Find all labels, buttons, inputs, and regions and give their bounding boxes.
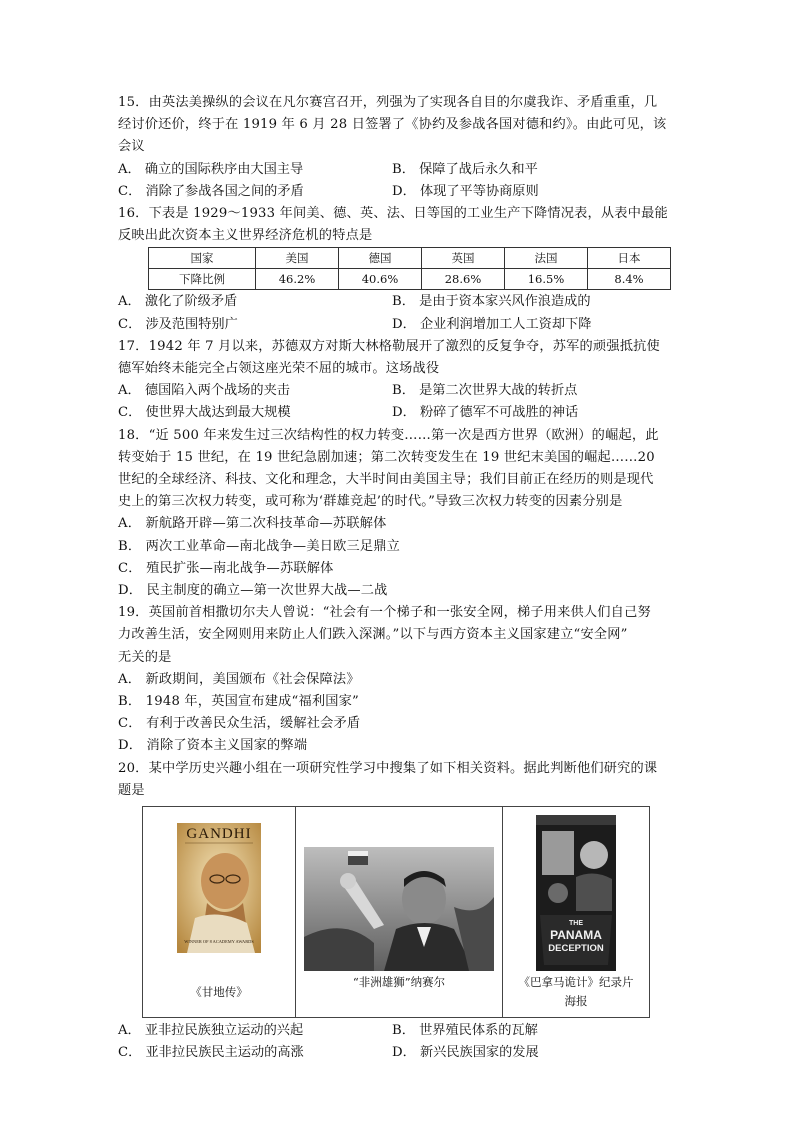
table-cell: 28.6%	[422, 269, 505, 290]
table-header-cell: 美国	[256, 248, 339, 269]
question-stem: 20．某中学历史兴趣小组在一项研究性学习中搜集了如下相关资料。据此判断他们研究的课	[118, 760, 658, 776]
option-a[interactable]: A． 新政期间，美国颁布《社会保障法》	[118, 671, 360, 687]
table-header-cell: 国家	[149, 248, 256, 269]
question-stem: 15．由英法美操纵的会议在凡尔赛宫召开，列强为了实现各自目的尔虞我诈、矛盾重重，几	[118, 95, 658, 110]
option-d[interactable]: D． 民主制度的确立—第一次世界大战—二战	[118, 583, 388, 599]
option-b[interactable]: B． 保障了战后永久和平	[392, 161, 538, 177]
option-b[interactable]: B． 是第二次世界大战的转折点	[392, 383, 578, 399]
question-stem: 题是	[118, 782, 145, 798]
question-stem: 世纪的全球经济、科技、文化和理念，大半时间由美国主导；我们目前正在经历的则是现代	[118, 472, 654, 488]
table-cell: 40.6%	[339, 269, 422, 290]
poster-title-text: PANAMA	[550, 928, 602, 943]
poster-title-text: GANDHI	[186, 826, 252, 843]
figure-nasser	[296, 807, 503, 1017]
question-stem: 无关的是	[118, 649, 172, 665]
question-stem: 16．下表是 1929～1933 年间美、德、英、法、日等国的工业生产下降情况表，从表中最能	[118, 206, 668, 222]
table-cell: 下降比例	[149, 269, 256, 290]
panama-poster-image	[536, 815, 616, 971]
caption: 海报	[564, 994, 588, 1009]
table-header-cell: 德国	[339, 248, 422, 269]
question-19	[118, 602, 678, 757]
question-stem: 史上的第三次权力转变，或可称为‘群雄竞起’的时代。”导致三次权力转变的因素分别是	[118, 494, 623, 510]
table-header-cell: 日本	[588, 248, 671, 269]
table-header-cell: 法国	[505, 248, 588, 269]
figure-panama	[503, 807, 649, 1017]
question-20	[118, 758, 678, 1065]
question-15	[118, 92, 678, 203]
option-d[interactable]: D． 消除了资本主义国家的弊端	[118, 738, 308, 754]
option-c[interactable]: C． 涉及范围特别广	[118, 316, 238, 332]
option-b[interactable]: B． 世界殖民体系的瓦解	[392, 1023, 538, 1039]
poster-award-text: WINNER OF 8 ACADEMY AWARDS	[184, 939, 254, 945]
table-header-cell: 英国	[422, 248, 505, 269]
caption: 《甘地传》	[190, 985, 248, 1000]
question-stem: 19．英国前首相撒切尔夫人曾说：“社会有一个梯子和一张安全网，梯子用来供人们自己努	[118, 605, 651, 621]
question-16	[118, 203, 678, 336]
option-d[interactable]: D． 新兴民族国家的发展	[392, 1045, 539, 1061]
exam-page	[118, 92, 678, 1065]
option-a[interactable]: A． 确立的国际秩序由大国主导	[118, 161, 304, 177]
option-c[interactable]: C． 有利于改善民众生活，缓解社会矛盾	[118, 716, 361, 732]
question-18	[118, 425, 678, 603]
table-cell: 8.4%	[588, 269, 671, 290]
option-b[interactable]: B． 两次工业革命—南北战争—美日欧三足鼎立	[118, 538, 401, 554]
caption: “非洲雄狮”纳赛尔	[352, 975, 446, 990]
question-stem: 17．1942 年 7 月以来，苏德双方对斯大林格勒展开了激烈的反复争夺，苏军的顽强抵抗使	[118, 338, 660, 354]
option-b[interactable]: B． 是由于资本家兴风作浪造成的	[392, 294, 591, 310]
gandhi-poster-image	[177, 823, 261, 953]
table-cell: 46.2%	[256, 269, 339, 290]
question-stem: 会议	[118, 139, 145, 155]
caption: 《巴拿马诡计》纪录片	[518, 975, 634, 990]
question-stem: 经讨价还价，终于在 1919 年 6 月 28 日签署了《协约及参战各国对德和约》。由此可见，该	[118, 117, 667, 133]
option-a[interactable]: A． 激化了阶级矛盾	[118, 294, 238, 310]
question-17	[118, 336, 678, 425]
poster-title-text: DECEPTION	[548, 943, 604, 955]
option-c[interactable]: C． 殖民扩张—南北战争—苏联解体	[118, 560, 334, 576]
question-stem: 转变始于 15 世纪，在 19 世纪急剧加速；第二次转变发生在 19 世纪末美国的崛起……20	[118, 449, 655, 465]
option-c[interactable]: C． 使世界大战达到最大规模	[118, 405, 291, 421]
question-stem: 德军始终未能完全占领这座光荣不屈的城市。这场战役	[118, 361, 440, 377]
poster-title-text: THE	[569, 920, 583, 928]
option-c[interactable]: C． 消除了参战各国之间的矛盾	[118, 183, 304, 199]
option-b[interactable]: B． 1948 年，英国宣布建成“福利国家”	[118, 694, 359, 710]
question-stem: 反映出此次资本主义世界经济危机的特点是	[118, 228, 373, 244]
option-c[interactable]: C． 亚非拉民族民主运动的高涨	[118, 1045, 304, 1061]
table-cell: 16.5%	[505, 269, 588, 290]
nasser-photo-image	[304, 847, 494, 971]
option-d[interactable]: D． 体现了平等协商原则	[392, 183, 539, 199]
option-a[interactable]: A． 亚非拉民族独立运动的兴起	[118, 1023, 304, 1039]
option-a[interactable]: A． 德国陷入两个战场的夹击	[118, 383, 290, 399]
option-a[interactable]: A． 新航路开辟—第二次科技革命—苏联解体	[118, 516, 387, 532]
option-d[interactable]: D． 企业利润增加工人工资却下降	[392, 316, 592, 332]
question-stem: 18．“近 500 年来发生过三次结构性的权力转变……第一次是西方世界（欧洲）的崛起，此	[118, 427, 659, 443]
figure-panel	[142, 806, 650, 1018]
option-d[interactable]: D． 粉碎了德军不可战胜的神话	[392, 405, 579, 421]
figure-gandhi	[143, 807, 296, 1017]
production-decline-table	[148, 247, 671, 290]
question-stem: 力改善生活，安全网则用来防止人们跌入深渊。”以下与西方资本主义国家建立“安全网”	[118, 627, 628, 643]
